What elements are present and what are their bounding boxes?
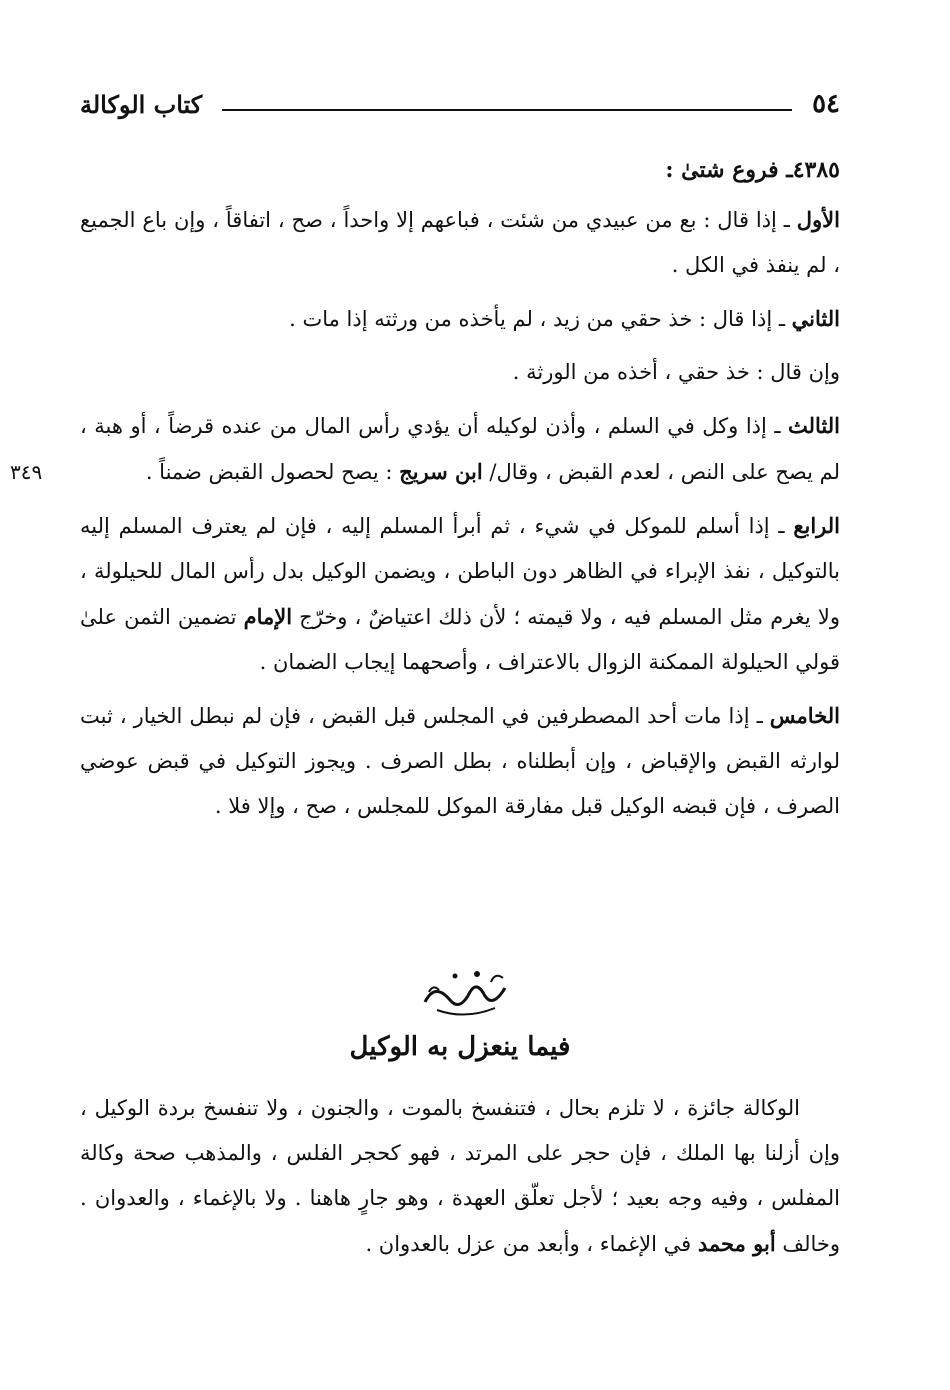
- fasl-ornament-icon: [415, 962, 515, 1026]
- paragraph-lead: الثالث: [788, 413, 840, 438]
- fasl-text: [80, 1086, 840, 1275]
- book-title: كتاب الوكالة: [80, 89, 203, 119]
- running-header: [80, 84, 840, 124]
- paragraph-text: الوكالة جائزة ، لا تلزم بحال ، فتنفسخ بالموت ، والجنون ، ولا تنفسخ بردة الوكيل ، وإن أزلنا بها الملك ، فإن حجر على المرتد ، فهو كحجر الفلس ، والمذهب صحة وكالة المفلس ، وفيه وجه بعيد ؛ لأجل تعلّق العهدة ، وهو جارٍ هاهنا . ولا بالإغماء ، والعدوان . وخالف: [80, 1096, 840, 1256]
- paragraph-fifth: [80, 693, 840, 829]
- paragraph-text: ـ إذا قال : خذ حقي من زيد ، لم يأخذه من ورثته إذا مات .: [289, 307, 792, 331]
- scholar-name: الإمام: [243, 604, 293, 629]
- paragraph-second-cont: [80, 350, 840, 395]
- fasl-paragraph: [80, 1086, 840, 1267]
- paragraph-first: [80, 197, 840, 288]
- fasl-calligraphy-ornament: [415, 962, 515, 1026]
- margin-folio-reference: ٣٤٩: [10, 460, 43, 484]
- section-heading: [80, 148, 840, 193]
- scholar-name: أبو محمد: [697, 1231, 776, 1256]
- header-rule: [222, 109, 792, 111]
- paragraph-fourth: [80, 503, 840, 685]
- page-number: ٥٤: [812, 89, 840, 119]
- paragraph-third: [80, 403, 840, 495]
- main-text: [80, 148, 840, 837]
- section-title: ـ فروع شتىٰ :: [665, 157, 793, 183]
- paragraph-text: ـ إذا أسلم للموكل في شيء ، ثم أبرأ المسلم إليه ، فإن لم يعترف المسلم إليه بالتوكيل ، نفذ الإبراء في الظاهر دون الباطن ، ويضمن الوكيل بدل رأس المال للحيلولة ، ولا يغرم مثل المسلم فيه ، ولا قيمته ؛ لأن ذلك اعتياضٌ ، وخرّج: [80, 514, 840, 629]
- paragraph-text: في الإغماء ، وأبعد من عزل بالعدوان .: [365, 1232, 698, 1256]
- paragraph-second: [80, 296, 840, 342]
- paragraph-lead: الأول: [796, 207, 840, 232]
- fasl-ornament-word: فصل: [463, 1022, 467, 1023]
- paragraph-text: ـ إذا مات أحد المصطرفين في المجلس قبل القبض ، فإن لم نبطل الخيار ، ثبت لوارثه القبض والإقباض ، وإن أبطلناه ، بطل الصرف . ويجوز التوكيل في قبض عوضي الصرف ، فإن قبضه الوكيل قبل مفارقة الموكل للمجلس ، صح ، وإلا فلا .: [80, 704, 840, 818]
- section-number: ٤٣٨٥: [792, 157, 840, 183]
- paragraph-lead: الثاني: [791, 306, 840, 331]
- paragraph-lead: الخامس: [769, 703, 840, 728]
- paragraph-text: وإن قال : خذ حقي ، أخذه من الورثة .: [512, 360, 840, 384]
- paragraph-text: ـ إذا قال : بع من عبيدي من شئت ، فباعهم إلا واحداً ، صح ، اتفاقاً ، وإن باع الجميع ، لم ينفذ في الكل .: [80, 208, 840, 277]
- paragraph-text: : يصح لحصول القبض ضمناً .: [145, 460, 400, 484]
- chapter-title: فيما ينعزل به الوكيل: [349, 1032, 571, 1062]
- paragraph-text: ـ إذا وكل في السلم ، وأذن لوكيله أن يؤدي رأس المال من عنده قرضاً ، أو هبة ، لم يصح على النص ، لعدم القبض ، وقال/: [80, 414, 840, 484]
- scholar-name: ابن سريج: [399, 459, 483, 484]
- paragraph-lead: الرابع: [793, 513, 840, 538]
- paragraph-text: تضمين الثمن علىٰ قولي الحيلولة الممكنة الزوال بالاعتراف ، وأصحهما إيجاب الضمان .: [80, 605, 840, 674]
